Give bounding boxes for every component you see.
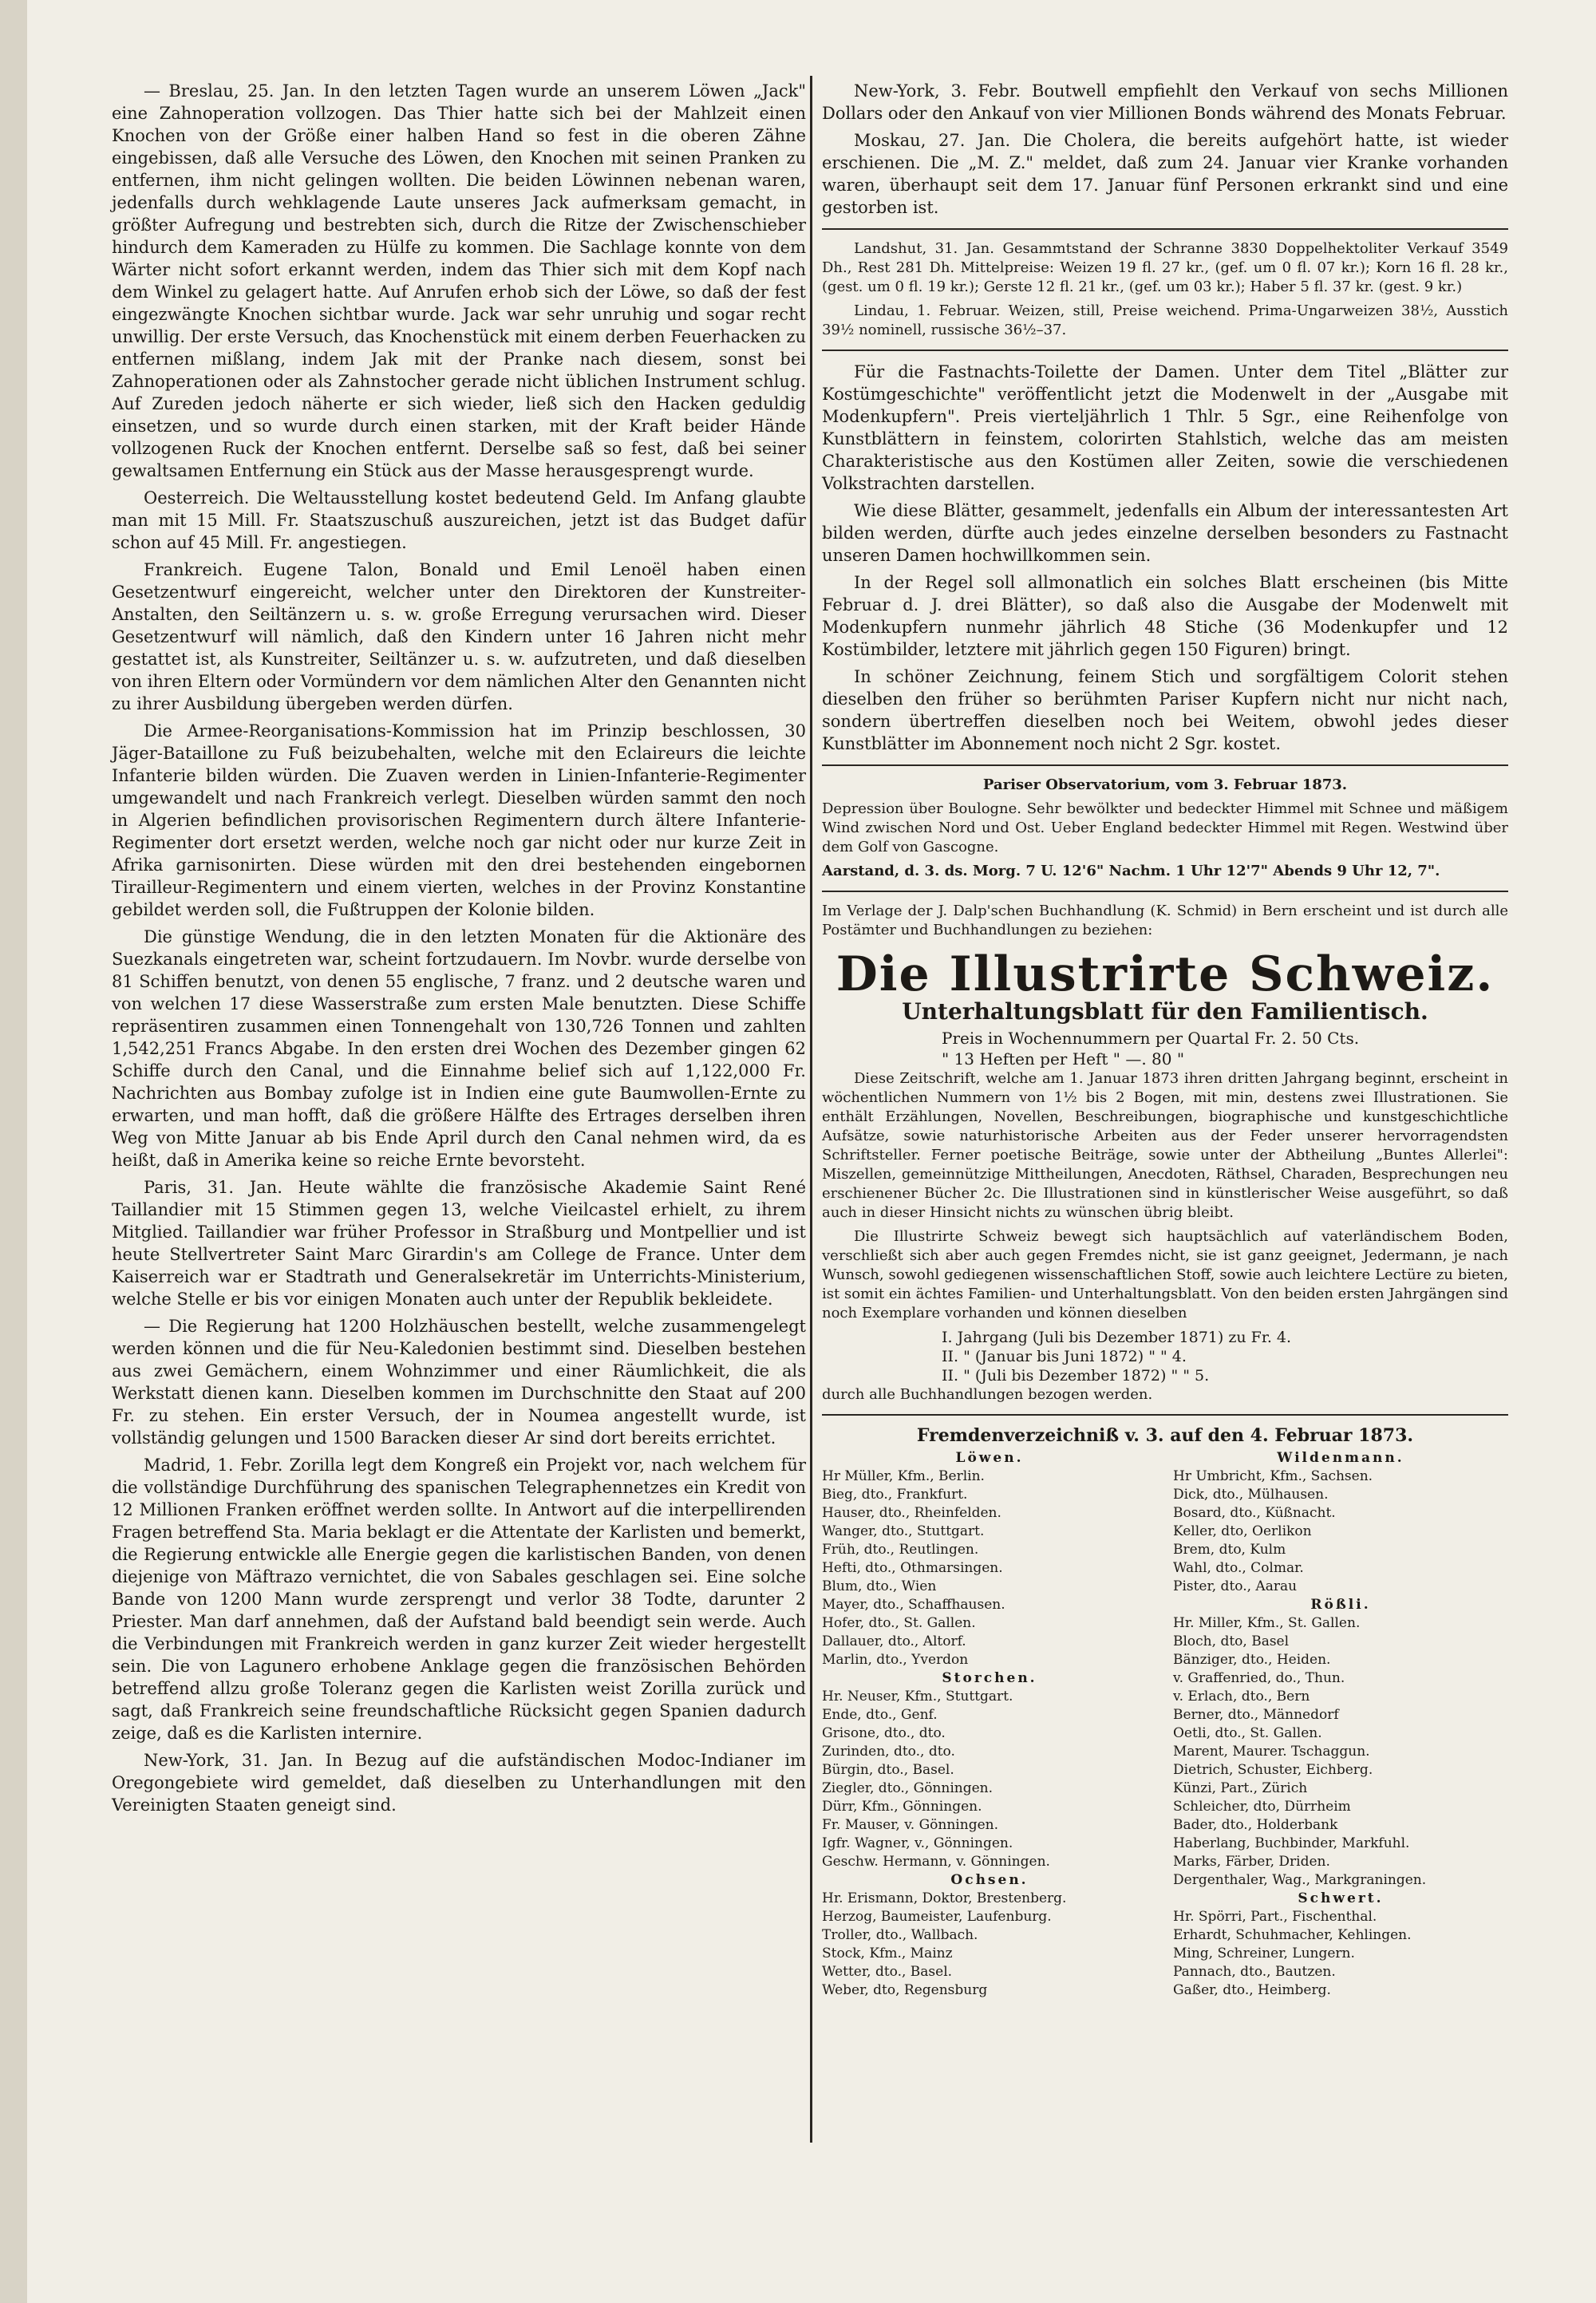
- section-rule: [822, 1414, 1508, 1416]
- guest-entry: Bosard, dto., Küßnacht.: [1173, 1505, 1336, 1521]
- guest-entry: Marlin, dto., Yverdon: [822, 1652, 969, 1668]
- guest-entry: Bloch, dto, Basel: [1173, 1633, 1290, 1649]
- guest-entry: Pister, dto., Aarau: [1173, 1578, 1298, 1594]
- fremdenverzeichnis-title: Fremdenverzeichniß v. 3. auf den 4. Februar 1873.: [916, 1425, 1414, 1446]
- hotel-name: Storchen.: [942, 1670, 1037, 1686]
- article-moskau: Moskau, 27. Jan. Die Cholera, die bereits aufgehört hatte, ist wieder erschienen. Die „M. Z." meldet, daß zum 24. Januar vier Kranke vorhanden waren, überhaupt seit dem 17. Januar fünf Personen erkrankt sind und eine gestorben ist.: [822, 131, 1508, 217]
- article-holzhaeuschen: — Die Regierung hat 1200 Holzhäuschen bestellt, welche zusammengelegt werden können und die für Neu-Kaledonien bestimmt sind. Dieselben bestehen aus zwei Gemächern, einem Wohnzimmer und einer Räumlichkeit, die als Werkstatt dienen kann. Dieselben kommen im Durchschnitte den Staat auf 200 Fr. zu stehen. Ein erster Versuch, der in Noumea angestellt wurde, ist vollständig gelungen und 1500 Baracken dieser Ar sind dort bereits errichtet.: [112, 1317, 806, 1448]
- ad-closing: durch alle Buchhandlungen bezogen werden.: [822, 1386, 1153, 1403]
- guest-entry: Ziegler, dto., Gönningen.: [822, 1780, 994, 1796]
- guest-entry: Troller, dto., Wallbach.: [822, 1927, 978, 1943]
- page-edge: [0, 0, 27, 2303]
- guest-entry: Hofer, dto., St. Gallen.: [822, 1615, 976, 1631]
- guest-entry: Dürr, Kfm., Gönningen.: [822, 1799, 982, 1815]
- guest-entry: Hr. Spörri, Part., Fischenthal.: [1173, 1909, 1377, 1925]
- guest-entry: Igfr. Wagner, v., Gönningen.: [822, 1835, 1013, 1851]
- guest-entry: Dallauer, dto., Altorf.: [822, 1633, 966, 1649]
- market-report: [822, 239, 1508, 340]
- market-landshut: Landshut, 31. Jan. Gesammtstand der Schranne 3830 Doppelhektoliter Verkauf 3549 Dh., Rest 281 Dh. Mittelpreise: Weizen 19 fl. 27 kr., (gef. um 0 fl. 07 kr.); Korn 16 fl. 28 kr., (gest. um 0 fl. 19 kr.); Gerste 12 fl. 21 kr., (gef. um 03 kr.); Haber 5 fl. 37 kr. (gest. 9 kr.): [822, 240, 1508, 295]
- guest-entry: Hauser, dto., Rheinfelden.: [822, 1505, 1001, 1521]
- column-divider: [810, 76, 812, 2143]
- hotel-name: Schwert.: [1298, 1890, 1384, 1906]
- article-oesterreich: Oesterreich. Die Weltausstellung kostet bedeutend Geld. Im Anfang glaubte man mit 15 Mill. Fr. Staatszuschuß auszureichen, jetzt ist das Budget dafür schon auf 45 Mill. Fr. angestiegen.: [112, 488, 806, 552]
- aarstand: Aarstand, d. 3. ds. Morg. 7 U. 12'6" Nachm. 1 Uhr 12'7" Abends 9 Uhr 12, 7".: [822, 863, 1440, 879]
- guest-entry: Zurinden, dto., dto.: [822, 1744, 955, 1760]
- guest-entry: Wanger, dto., Stuttgart.: [822, 1523, 985, 1539]
- article-madrid: Madrid, 1. Febr. Zorilla legt dem Kongreß ein Projekt vor, nach welchem für die vollständige Durchführung des spanischen Telegraphennetzes ein Kredit von 12 Millionen Franken eröffnet werden sollte. In Antwort auf die interpellirenden Fragen betreffend Sta. Maria beklagt er die Attentate der Karlisten und bemerkt, die Regierung entwickle alle Energie gegen die karlistischen Banden, von denen diejenige von Mäftrazo vernichtet, die von Sabales geschlagen sei. Eine solche Bande von 1200 Mann wurde zersprengt und verlor 38 Todte, darunter 2 Priester. Man darf annehmen, daß der Aufstand bald beendigt sein werde. Auch die Verbindungen mit Frankreich werden in ganz kurzer Zeit wieder hergestellt sein. Die von Lagunero erhobene Anklage gegen die französischen Behörden betreffend allzu große Toleranz gegen die Karlisten weist Zorilla zurück und sagt, daß Frankreich seine freundschaftliche Rücksicht gegen Spanien dadurch zeige, daß es die Karlisten internire.: [112, 1456, 806, 1743]
- article-armee: Die Armee-Reorganisations-Kommission hat im Prinzip beschlossen, 30 Jäger-Bataillone zu Fuß beizubehalten, welche mit den Eclaireurs die leichte Infanterie bilden würden. Die Zuaven werden in Linien-Infanterie-Regimenter umgewandelt und nach Frankreich verlegt. Dieselben würden sammt den noch in Algerien befindlichen provisorischen Regimentern durch ältere Infanterie-Regimenter dort ersetzt werden, welche noch gar nicht oder nur kurze Zeit in Afrika garnisonirten. Diese würden mit den drei bestehenden eingebornen Tirailleur-Regimentern und einem vierten, welches in der Provinz Konstantine gebildet werden soll, die Fußtruppen der Kolonie bilden.: [112, 721, 806, 919]
- hotel-name: Wildenmann.: [1277, 1450, 1404, 1466]
- guest-entry: Dietrich, Schuster, Eichberg.: [1173, 1762, 1373, 1778]
- fashion-para-1: Für die Fastnachts-Toilette der Damen. Unter dem Titel „Blätter zur Kostümgeschichte" veröffentlicht jetzt die Modenwelt in der „Ausgabe mit Modenkupfern". Preis vierteljährlich 1 Thlr. 5 Sgr., eine Reihenfolge von Kunstblättern in feinstem, colorirten Stahlstich, welche das am meisten Charakteristische aus den Kostümen aller Zeiten, sowie die verschiedenen Volkstrachten darstellen.: [822, 362, 1508, 493]
- ad-body-2: Die Illustrirte Schweiz bewegt sich hauptsächlich auf vaterländischem Boden, verschließt sich aber auch gegen Fremdes nicht, sie ist ganz geeignet, Jedermann, je nach Wunsch, sowohl gediegenen wissenschaftlichen Stoff, sowie auch leichtere Lectüre zu bieten, ist somit ein ächtes Familien- und Unterhaltungsblatt. Von den beiden ersten Jahrgängen sind noch Exemplare vorhanden und können dieselben: [822, 1228, 1508, 1321]
- section-rule: [822, 891, 1508, 892]
- section-rule: [822, 764, 1508, 766]
- ad-year-3: II. " (Juli bis Dezember 1872) " " 5.: [942, 1367, 1210, 1385]
- article-paris: Paris, 31. Jan. Heute wählte die französische Akademie Saint René Taillandier mit 15 Stimmen gegen 13, welche Vieilcastel erhielt, zu ihrem Mitglied. Taillandier war früher Professor in Straßburg und Montpellier und ist heute Stellvertreter Saint Marc Girardin's am College de France. Unter dem Kaiserreich war er Stadtrath und Generalsekretär im Unterrichts-Ministerium, welche Stelle er bis vor einigen Monaten auch unter der Republik bekleidete.: [112, 1178, 806, 1309]
- guest-entry: Bänziger, dto., Heiden.: [1173, 1652, 1331, 1668]
- guest-entry: Künzi, Part., Zürich: [1173, 1780, 1308, 1796]
- article-newyork-jan: New-York, 31. Jan. In Bezug auf die aufständischen Modoc-Indianer im Oregongebiete wird gemeldet, daß dieselben zu Unterhandlungen mit den Vereinigten Staaten geneigt sind.: [112, 1751, 806, 1815]
- guest-entry: Hr Müller, Kfm., Berlin.: [822, 1468, 985, 1484]
- guest-column-left: [822, 1449, 1157, 2000]
- article-suezkanal: Die günstige Wendung, die in den letzten Monaten für die Aktionäre des Suezkanals eingetreten war, scheint fortzudauern. Im Novbr. wurde derselbe von 81 Schiffen benutzt, von denen 55 englische, 7 franz. und 2 deutsche waren und von welchen 17 diese Wasserstraße zum ersten Male benutzten. Diese Schiffe repräsentiren zusammen einen Tonnengehalt von 130,726 Tonnen und zahlten 1,542,251 Francs Abgabe. In den ersten drei Wochen des Dezember gingen 62 Schiffe durch den Canal, und die Einnahme belief sich auf 1,122,000 Fr. Nachrichten aus Bombay zufolge ist in Indien eine gute Baumwollen-Ernte zu erwarten, und man hofft, daß die größere Hälfte des Ertrages derselben ihren Weg von Mitte Januar ab bis Ende April durch den Canal nehmen wird, da es heißt, daß in Amerika keine so reiche Ernte bevorsteht.: [112, 927, 806, 1170]
- guest-entry: Mayer, dto., Schaffhausen.: [822, 1597, 1005, 1613]
- hotel-name: Rößli.: [1310, 1597, 1371, 1613]
- guest-entry: Pannach, dto., Bautzen.: [1173, 1964, 1336, 1980]
- guest-entry: Dergenthaler, Wag., Markgraningen.: [1173, 1872, 1427, 1888]
- fashion-para-2: Wie diese Blätter, gesammelt, jedenfalls ein Album der interessantesten Art bilden werden, dürfte auch jedes einzelne derselben besonders zu Fastnacht unseren Damen hochwillkommen sein.: [822, 501, 1508, 565]
- ad-body-1: Diese Zeitschrift, welche am 1. Januar 1873 ihren dritten Jahrgang beginnt, erscheint in wöchentlichen Nummern von 1½ bis 2 Bogen, mit min, destens zwei Illustrationen. Sie enthält Erzählungen, Novellen, Beschreibungen, biographische und kunstgeschichtliche Aufsätze, sowie naturhistorische Arbeiten aus der Feder unserer hervorragendsten Schriftsteller. Ferner poetische Beiträge, sowie unter der Abtheilung „Buntes Allerlei": Miszellen, gemeinnützige Mittheilungen, Anecdoten, Räthsel, Charaden, Besprechungen neu erschienener Bücher 2c. Die Illustrationen sind in künstlerischer Weise ausgeführt, so daß auch in dieser Hinsicht nichts zu wünschen übrig bleibt.: [822, 1070, 1508, 1221]
- guest-entry: Gaßer, dto., Heimberg.: [1173, 1982, 1331, 1998]
- ad-intro: Im Verlage der J. Dalp'schen Buchhandlung (K. Schmid) in Bern erscheint und ist durch alle Postämter und Buchhandlungen zu beziehen:: [822, 903, 1508, 938]
- ad-year-2: II. " (Januar bis Juni 1872) " " 4.: [942, 1348, 1187, 1365]
- guest-entry: Haberlang, Buchbinder, Markfuhl.: [1173, 1835, 1410, 1851]
- guest-entry: Marent, Maurer. Tschaggun.: [1173, 1744, 1370, 1760]
- guest-entry: Bieg, dto., Frankfurt.: [822, 1487, 968, 1503]
- guest-entry: v. Erlach, dto., Bern: [1173, 1689, 1310, 1705]
- hotel-name: Löwen.: [955, 1450, 1024, 1466]
- guest-entry: Erhardt, Schuhmacher, Kehlingen.: [1173, 1927, 1412, 1943]
- guest-column-right: [1173, 1449, 1508, 2000]
- market-lindau: Lindau, 1. Februar. Weizen, still, Preise weichend. Prima-Ungarweizen 38½, Ausstich 39½ nominell, russische 36½–37.: [822, 302, 1508, 338]
- guest-entry: Früh, dto., Reutlingen.: [822, 1542, 979, 1558]
- guest-entry: Stock, Kfm., Mainz: [822, 1946, 953, 1961]
- guest-entry: Brem, dto, Kulm: [1173, 1542, 1286, 1558]
- ad-title: Die Illustrirte Schweiz.: [836, 946, 1495, 1002]
- guest-entry: Hr Umbricht, Kfm., Sachsen.: [1173, 1468, 1373, 1484]
- observatory-text: Depression über Boulogne. Sehr bewölkter und bedeckter Himmel mit Schnee und mäßigem Wind zwischen Nord und Ost. Ueber England bedeckter Himmel mit Regen. Westwind über dem Golf von Gascogne.: [822, 800, 1508, 855]
- article-newyork-feb: New-York, 3. Febr. Boutwell empfiehlt den Verkauf von sechs Millionen Dollars oder den Ankauf von vier Millionen Bonds während des Monats Februar.: [822, 81, 1508, 123]
- guest-entry: Blum, dto., Wien: [822, 1578, 937, 1594]
- observatory-title: Pariser Observatorium, vom 3. Februar 1873.: [982, 776, 1348, 793]
- ad-subtitle: Unterhaltungsblatt für den Familientisch.: [902, 998, 1428, 1025]
- hotel-name: Ochsen.: [950, 1872, 1029, 1888]
- advertisement: [822, 902, 1508, 1404]
- ad-price-1: Preis in Wochennummern per Quartal Fr. 2. 50 Cts.: [942, 1029, 1360, 1048]
- guest-entry: Hefti, dto., Othmarsingen.: [822, 1560, 1003, 1576]
- left-column: [112, 80, 806, 1821]
- guest-entry: Dick, dto., Mülhausen.: [1173, 1487, 1329, 1503]
- guest-entry: Fr. Mauser, v. Gönningen.: [822, 1817, 998, 1833]
- guest-entry: Oetli, dto., St. Gallen.: [1173, 1725, 1322, 1741]
- guest-entry: Wetter, dto., Basel.: [822, 1964, 953, 1980]
- article-breslau: — Breslau, 25. Jan. In den letzten Tagen wurde an unserem Löwen „Jack" eine Zahnoperation vollzogen. Das Thier hatte sich bei der Mahlzeit einen Knochen von der Größe einer halben Hand so fest in die oberen Zähne eingebissen, daß alle Versuche des Löwen, den Knochen mit seinen Pranken zu entfernen, ihm nicht gelingen wollten. Die beiden Löwinnen nebenan waren, jedenfalls durch wehklagende Laute unseres Jack aufmerksam gemacht, in größter Aufregung und bestrebten sich, durch die Ritze der Zwischenschieber hindurch dem Kameraden zu Hülfe zu kommen. Die Sachlage konnte von dem Wärter nicht sofort erkannt werden, indem das Thier sich mit dem Kopf nach dem Winkel zu gelagert hatte. Auf Anrufen erhob sich der Löwe, so daß der fest eingezwängte Knochen sichtbar wurde. Jack war sehr unruhig und sogar recht unwillig. Der erste Versuch, das Knochenstück mit einem derben Feuerhacken zu entfernen mißlang, indem Jak mit der Pranke nach diesem, sonst bei Zahnoperationen oder als Zahnstocher gerade nicht üblichen Instrument schlug. Auf Zureden jedoch näherte er sich wieder, ließ sich den Hacken geduldig einsetzen, und so wurde durch einen starken, mit der Kraft beider Hände vollzogenen Ruck der Knochen entfernt. Derselbe saß so fest, daß bei seiner gewaltsamen Entfernung ein Stück aus der Masse herausgesprengt wurde.: [112, 81, 806, 480]
- section-rule: [822, 228, 1508, 230]
- guest-entry: Berner, dto., Männedorf: [1173, 1707, 1339, 1723]
- article-frankreich: Frankreich. Eugene Talon, Bonald und Emil Lenoël haben einen Gesetzentwurf eingereicht, welcher unter den Direktoren der Kunstreiter-Anstalten, den Seiltänzern u. s. w. große Erregung verursachen wird. Dieser Gesetzentwurf will nämlich, daß den Kindern unter 16 Jahren nicht mehr gestattet ist, als Kunstreiter, Seiltänzer u. s. w. aufzutreten, und daß dieselben von ihren Eltern oder Vormündern vor dem nämlichen Alter den Genannten nicht zu ihrer Ausbildung übergeben werden dürfen.: [112, 560, 806, 713]
- fashion-para-3: In der Regel soll allmonatlich ein solches Blatt erscheinen (bis Mitte Februar d. J. drei Blätter), so daß also die Ausgabe der Modenwelt mit Modenkupfern nunmehr jährlich 48 Stiche (36 Modenkupfer und 12 Kostümbilder, letztere mit jährlich gegen 150 Figuren) bringt.: [822, 573, 1508, 659]
- fremdenverzeichnis: [822, 1449, 1508, 2056]
- guest-entry: Hr. Miller, Kfm., St. Gallen.: [1173, 1615, 1361, 1631]
- ad-year-1: I. Jahrgang (Juli bis Dezember 1871) zu Fr. 4.: [942, 1329, 1292, 1346]
- guest-entry: v. Graffenried, do., Thun.: [1173, 1670, 1345, 1686]
- fashion-para-4: In schöner Zeichnung, feinem Stich und sorgfältigem Colorit stehen dieselben den früher so berühmten Pariser Kupfern nicht nur nicht nach, sondern übertreffen dieselben noch bei Weitem, obwohl jedes dieser Kunstblätter im Abonnement noch nicht 2 Sgr. kostet.: [822, 667, 1508, 753]
- guest-entry: Grisone, dto., dto.: [822, 1725, 946, 1741]
- guest-entry: Marks, Färber, Driden.: [1173, 1854, 1330, 1870]
- guest-entry: Ming, Schreiner, Lungern.: [1173, 1946, 1355, 1961]
- guest-entry: Weber, dto, Regensburg: [822, 1982, 988, 1998]
- guest-entry: Herzog, Baumeister, Laufenburg.: [822, 1909, 1052, 1925]
- right-column: [822, 80, 1508, 2056]
- guest-entry: Hr. Neuser, Kfm., Stuttgart.: [822, 1689, 1013, 1705]
- guest-entry: Bader, dto., Holderbank: [1173, 1817, 1338, 1833]
- guest-entry: Geschw. Hermann, v. Gönningen.: [822, 1854, 1050, 1870]
- guest-entry: Schleicher, dto, Dürrheim: [1173, 1799, 1351, 1815]
- guest-entry: Bürgin, dto., Basel.: [822, 1762, 954, 1778]
- observatory-report: [822, 776, 1508, 881]
- guest-entry: Ende, dto., Genf.: [822, 1707, 938, 1723]
- section-rule: [822, 350, 1508, 351]
- guest-entry: Wahl, dto., Colmar.: [1173, 1560, 1304, 1576]
- guest-entry: Hr. Erismann, Doktor, Brestenberg.: [822, 1890, 1067, 1906]
- ad-price-2: " 13 Heften per Heft " —. 80 ": [942, 1049, 1185, 1069]
- guest-entry: Keller, dto, Oerlikon: [1173, 1523, 1312, 1539]
